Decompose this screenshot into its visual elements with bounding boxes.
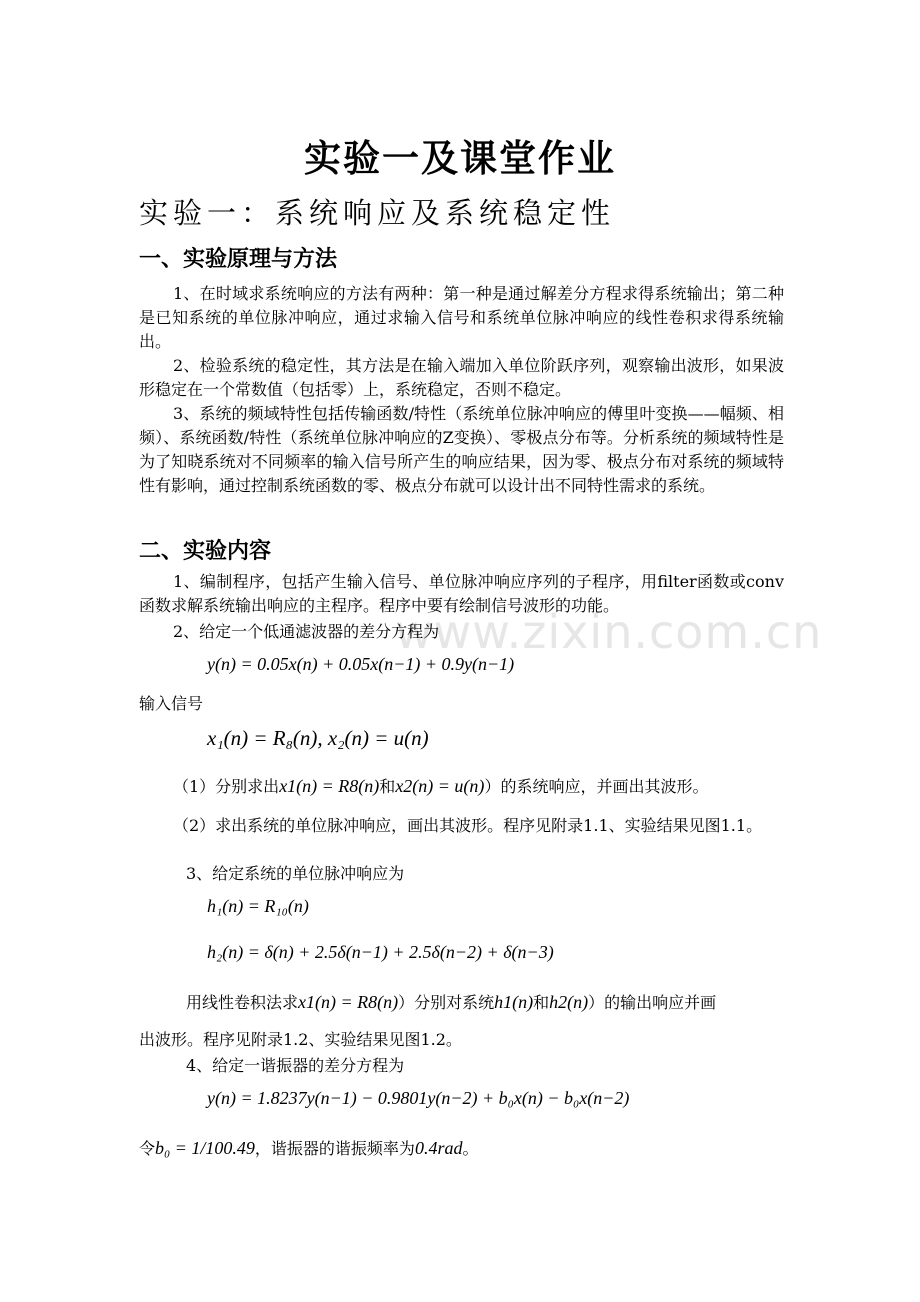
convolution-task-cont: 出波形。程序见附录1.2、实验结果见图1.2。: [139, 1030, 462, 1049]
item-1: （1）分别求出x1(n) = R8(n)和x2(n) = u(n)）的系统响应，并画出其波形。: [173, 776, 709, 796]
input-signal-label: 输入信号: [139, 694, 204, 713]
resonator-difference-equation: y(n) = 1.8237y(n−1) − 0.9801y(n−2) + b₀x(n) − b₀x(n−2): [207, 1088, 630, 1108]
section2-paragraph-3: 3、给定系统的单位脉冲响应为: [186, 864, 405, 883]
input-signal-equation: x₁(n) = R₈(n), x₂(n) = u(n): [207, 726, 429, 750]
convolution-task: 用线性卷积法求x1(n) = R8(n)）分别对系统h1(n)和h2(n)）的输出响应并画: [186, 992, 717, 1012]
document-title: 实验一及课堂作业: [304, 137, 616, 180]
impulse-response-h1: h₁(n) = R₁₀(n): [207, 896, 309, 916]
section2-paragraph-1: 1、编制程序，包括产生输入信号、单位脉冲响应序列的子程序，用filter函数或conv函数求解系统输出响应的主程序。程序中要有绘制信号波形的功能。: [139, 572, 784, 615]
impulse-response-h2: h₂(n) = δ(n) + 2.5δ(n−1) + 2.5δ(n−2) + δ(n−3): [207, 942, 554, 962]
section1-heading: 一、实验原理与方法: [139, 247, 338, 272]
section2-heading: 二、实验内容: [139, 539, 272, 564]
watermark: www.zixin.com.cn: [395, 605, 823, 659]
section2-paragraph-4: 4、给定一谐振器的差分方程为: [186, 1056, 405, 1075]
section1-paragraph-3: 3、系统的频域特性包括传输函数/特性（系统单位脉冲响应的傅里叶变换——幅频、相频）、系统函数/特性（系统单位脉冲响应的Z变换）、零极点分布等。分析系统的频域特性是为了知晓系统对不同频率的输入信号所产生的响应结果，因为零、极点分布对系统的频域特性有影响，通过控制系统函数的零、极点分布就可以设计出不同特性需求的系统。: [139, 404, 784, 495]
section1-paragraph-2: 2、检验系统的稳定性，其方法是在输入端加入单位阶跃序列，观察输出波形，如果波形稳定在一个常数值（包括零）上，系统稳定，否则不稳定。: [139, 356, 784, 399]
section2-paragraph-2: 2、给定一个低通滤波器的差分方程为: [173, 622, 440, 641]
resonator-parameters: 令b₀ = 1/100.49，谐振器的谐振频率为0.4rad。: [139, 1138, 479, 1158]
item-2: （2）求出系统的单位脉冲响应，画出其波形。程序见附录1.1、实验结果见图1.1。: [173, 816, 763, 835]
section1-paragraph-1: 1、在时域求系统响应的方法有两种：第一种是通过解差分方程求得系统输出；第二种是已知系统的单位脉冲响应，通过求输入信号和系统单位脉冲响应的线性卷积求得系统输出。: [139, 284, 784, 351]
lowpass-difference-equation: y(n) = 0.05x(n) + 0.05x(n−1) + 0.9y(n−1): [207, 654, 515, 674]
experiment-subtitle: 实验一：系统响应及系统稳定性: [139, 196, 616, 230]
